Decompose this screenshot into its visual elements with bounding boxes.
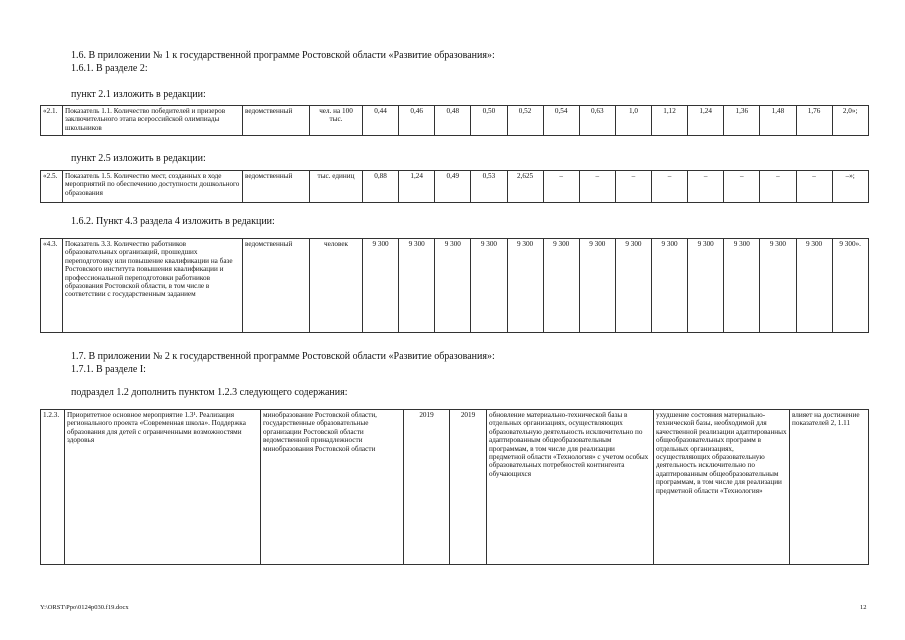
row-number: «2.5. — [41, 171, 63, 203]
indicator-table-2-5 — [40, 170, 869, 203]
value-cell: 9 300 — [760, 239, 796, 333]
heading-1-6-1: 1.6.1. В разделе 2: — [71, 63, 148, 74]
value-cell: 0,50 — [471, 106, 507, 136]
file-path: Y:\ORST\Ppo\0124p030.f19.docx — [40, 604, 129, 611]
row-number: «4.3. — [41, 239, 63, 333]
activity-executor: минобразование Ростовской области, государственные образовательные организации Ростовской области ведомственной принадлежности минобразования Ростовской области — [261, 410, 404, 565]
expected-result: обновление материально-технической базы в отдельных организациях, осуществляющих образовательную деятельность исключительно по адаптированным общеобразовательным программам, в том числе для реализации предметной области «Технология» с учетом особых образовательных потребностей контингента обучающихся — [487, 410, 654, 565]
indicator-table-2-1 — [40, 105, 869, 136]
value-cell: 1,24 — [688, 106, 724, 136]
value-cell: – — [688, 171, 724, 203]
start-year: 2019 — [404, 410, 450, 565]
page-number: 12 — [860, 604, 867, 611]
activity-name: Приоритетное основное мероприятие 1.3¹. Реализация регионального проекта «Современная школа». Поддержка образования для детей с ограниченными возможностями здоровья — [65, 410, 261, 565]
value-cell: 2,0»; — [832, 106, 868, 136]
indicator-type: ведомственный — [243, 171, 310, 203]
value-cell: 0,44 — [363, 106, 399, 136]
value-cell: –»; — [832, 171, 868, 203]
heading-1-6-2: 1.6.2. Пункт 4.3 раздела 4 изложить в редакции: — [71, 216, 275, 227]
value-cell: – — [796, 171, 832, 203]
value-cell: 2,625 — [507, 171, 543, 203]
value-cell: 1,24 — [399, 171, 435, 203]
activity-table-1-2-3 — [40, 409, 869, 565]
instruction-2-5: пункт 2.5 изложить в редакции: — [71, 153, 206, 164]
value-cell: 9 300 — [796, 239, 832, 333]
table-row — [41, 410, 869, 565]
indicator-link: влияет на достижение показателей 2, 1.11 — [790, 410, 869, 565]
indicator-name: Показатель 1.1. Количество победителей и призеров заключительного этапа всероссийской олимпиады школьников — [63, 106, 243, 136]
indicator-type: ведомственный — [243, 106, 310, 136]
end-year: 2019 — [450, 410, 487, 565]
value-cell: 0,88 — [363, 171, 399, 203]
table-row — [41, 171, 869, 203]
value-cell: 9 300 — [615, 239, 651, 333]
indicator-table-4-3 — [40, 238, 869, 333]
value-cell: – — [652, 171, 688, 203]
value-cell: – — [760, 171, 796, 203]
value-cell: 9 300 — [579, 239, 615, 333]
value-cell: 0,52 — [507, 106, 543, 136]
heading-1-6: 1.6. В приложении № 1 к государственной программе Ростовской области «Развитие образования»: — [71, 50, 495, 61]
non-implementation-consequence: ухудшение состояния материально-технической базы, необходимой для качественной реализации адаптированных общеобразовательных программ в отдельных организациях, осуществляющих образовательную деятельность исключительно по адаптированным общеобразовательным программам, в том числе для реализации предметной области «Технология» — [654, 410, 790, 565]
value-cell: 1,0 — [615, 106, 651, 136]
value-cell: 9 300 — [507, 239, 543, 333]
row-number: «2.1. — [41, 106, 63, 136]
instruction-1-2-3: подраздел 1.2 дополнить пунктом 1.2.3 следующего содержания: — [71, 387, 348, 398]
indicator-unit: тыс. единиц — [310, 171, 363, 203]
value-cell: 9 300 — [399, 239, 435, 333]
indicator-type: ведомственный — [243, 239, 310, 333]
value-cell: 9 300 — [688, 239, 724, 333]
value-cell: 9 300». — [832, 239, 868, 333]
value-cell: 1,76 — [796, 106, 832, 136]
row-number: 1.2.3. — [41, 410, 65, 565]
instruction-2-1: пункт 2.1 изложить в редакции: — [71, 89, 206, 100]
value-cell: – — [724, 171, 760, 203]
value-cell: 9 300 — [543, 239, 579, 333]
table-row — [41, 106, 869, 136]
value-cell: 9 300 — [471, 239, 507, 333]
heading-1-7-1: 1.7.1. В разделе I: — [71, 364, 146, 375]
value-cell: 1,48 — [760, 106, 796, 136]
heading-1-7: 1.7. В приложении № 2 к государственной программе Ростовской области «Развитие образования»: — [71, 351, 495, 362]
indicator-unit: человек — [310, 239, 363, 333]
indicator-name: Показатель 3.3. Количество работников образовательных организаций, прошедших переподготовку или повышение квалификации на базе Ростовского института повышения квалификации и профессиональной переподготовки работников образования Ростовской области, в том числе в соответствии с государственным заданием — [63, 239, 243, 333]
value-cell: – — [579, 171, 615, 203]
indicator-unit: чел. на 100 тыс. — [310, 106, 363, 136]
value-cell: 9 300 — [363, 239, 399, 333]
value-cell: 9 300 — [724, 239, 760, 333]
indicator-name: Показатель 1.5. Количество мест, созданных в ходе мероприятий по обеспечению доступности дошкольного образования — [63, 171, 243, 203]
value-cell: 9 300 — [435, 239, 471, 333]
value-cell: – — [615, 171, 651, 203]
value-cell: – — [543, 171, 579, 203]
value-cell: 0,54 — [543, 106, 579, 136]
value-cell: 0,63 — [579, 106, 615, 136]
value-cell: 0,48 — [435, 106, 471, 136]
value-cell: 0,53 — [471, 171, 507, 203]
table-row — [41, 239, 869, 333]
value-cell: 1,12 — [652, 106, 688, 136]
value-cell: 0,49 — [435, 171, 471, 203]
value-cell: 0,46 — [399, 106, 435, 136]
value-cell: 9 300 — [652, 239, 688, 333]
value-cell: 1,36 — [724, 106, 760, 136]
